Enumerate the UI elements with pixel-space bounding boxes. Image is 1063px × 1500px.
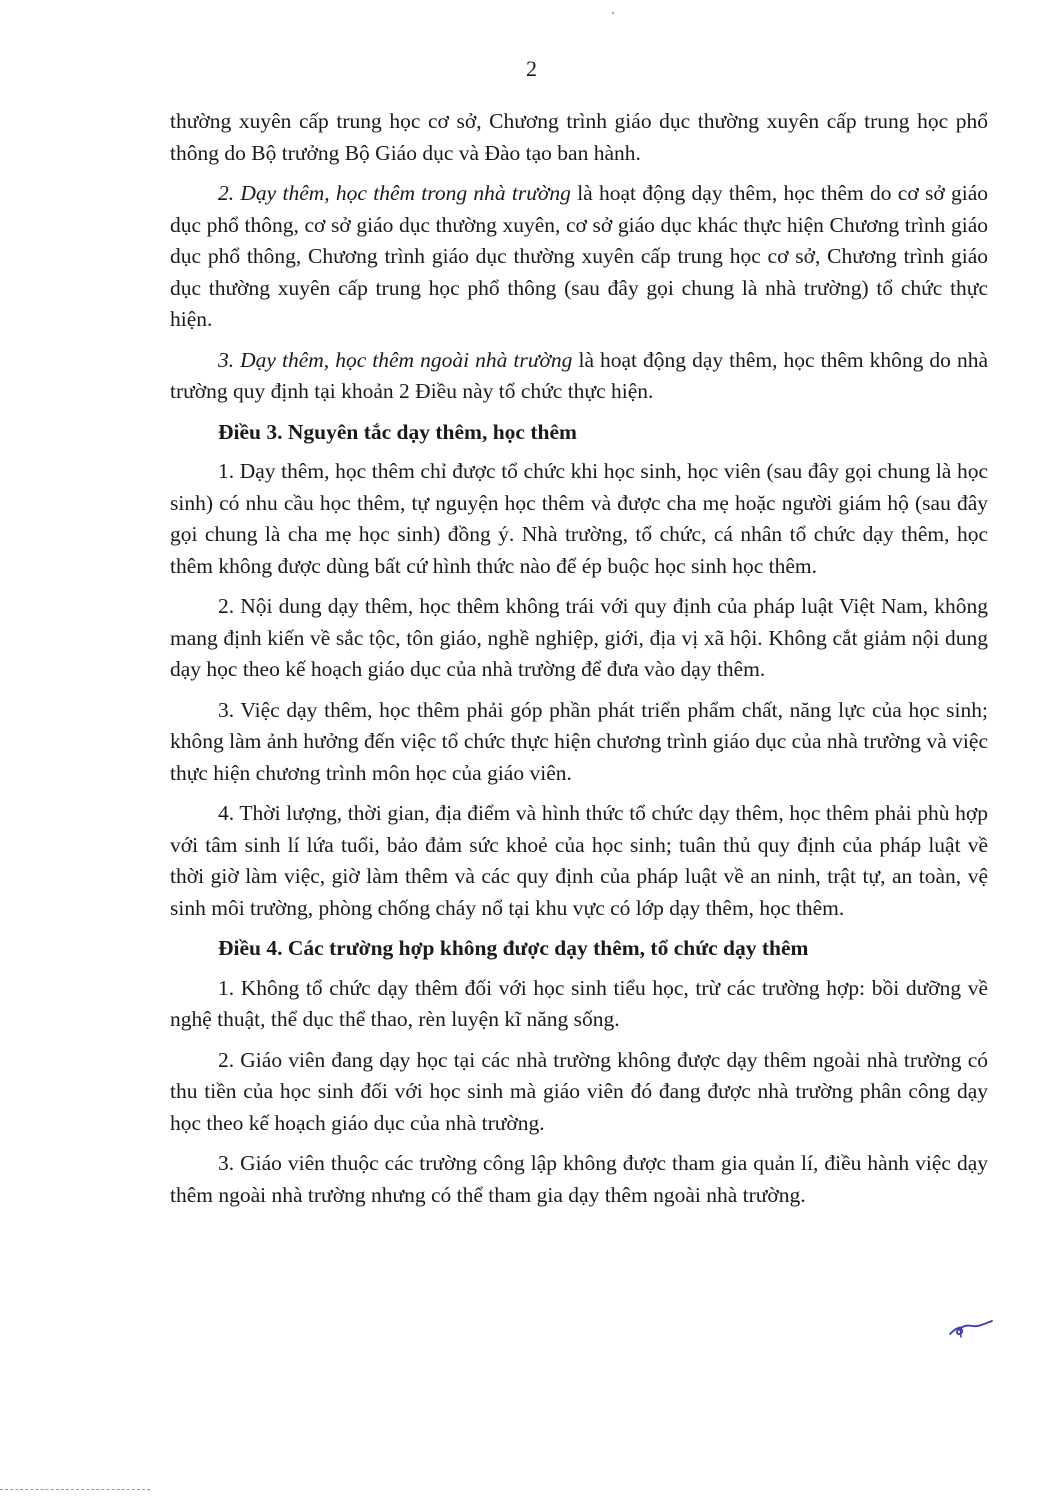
page-number: 2: [526, 56, 537, 81]
article-3-heading: Điều 3. Nguyên tắc dạy thêm, học thêm: [218, 419, 577, 444]
article-3-clause-2: 2. Nội dung dạy thêm, học thêm không trái với quy định của pháp luật Việt Nam, không mang định kiến về sắc tộc, tôn giáo, nghề nghiệp, giới, địa vị xã hội. Không cắt giảm nội dung dạy học theo kế hoạch giáo dục của nhà trường để đưa vào dạy thêm.: [170, 594, 988, 681]
document-body: [170, 106, 988, 1220]
paragraph-continuation: thường xuyên cấp trung học cơ sở, Chương trình giáo dục thường xuyên cấp trung học phổ thông do Bộ trưởng Bộ Giáo dục và Đào tạo ban hành.: [170, 109, 988, 165]
article-3-clause-4: 4. Thời lượng, thời gian, địa điểm và hình thức tổ chức dạy thêm, học thêm phải phù hợp với tâm sinh lí lứa tuổi, bảo đảm sức khoẻ của học sinh; tuân thủ quy định của pháp luật về thời giờ làm việc, giờ làm thêm và các quy định của pháp luật về an ninh, trật tự, an toàn, vệ sinh môi trường, phòng chống cháy nổ tại khu vực có lớp dạy thêm, học thêm.: [170, 801, 988, 920]
article-4-clause-2: 2. Giáo viên đang dạy học tại các nhà trường không được dạy thêm ngoài nhà trường có thu tiền của học sinh đối với học sinh mà giáo viên đó đang được nhà trường phân công dạy học theo kế hoạch giáo dục của nhà trường.: [170, 1047, 988, 1135]
definition-term: 2. Dạy thêm, học thêm trong nhà trường: [218, 181, 571, 205]
article-3-clause-1: 1. Dạy thêm, học thêm chỉ được tổ chức khi học sinh, học viên (sau đây gọi chung là học sinh) có nhu cầu học thêm, tự nguyện học thêm và được cha mẹ hoặc người giám hộ (sau đây gọi chung là cha mẹ học sinh) đồng ý. Nhà trường, tổ chức, cá nhân tổ chức dạy thêm, học thêm không được dùng bất cứ hình thức nào để ép buộc học sinh học thêm.: [170, 459, 988, 578]
initials-signature-icon: [948, 1318, 994, 1340]
definition-term: 3. Dạy thêm, học thêm ngoài nhà trường: [218, 347, 573, 372]
article-4-heading: Điều 4. Các trường hợp không được dạy thêm, tổ chức dạy thêm: [218, 936, 809, 960]
article-4-clause-1: 1. Không tổ chức dạy thêm đối với học sinh tiểu học, trừ các trường hợp: bồi dưỡng về nghệ thuật, thể dục thể thao, rèn luyện kĩ năng sống.: [170, 975, 988, 1031]
definition-text: là hoạt động dạy thêm, học thêm không do nhà trường quy định tại khoản 2 Điều này tổ chức thực hiện.: [170, 347, 989, 403]
article-4-clause-3: 3. Giáo viên thuộc các trường công lập không được tham gia quản lí, điều hành việc dạy thêm ngoài nhà trường nhưng có thể tham gia dạy thêm ngoài nhà trường.: [170, 1151, 988, 1207]
definition-text: là hoạt động dạy thêm, học thêm do cơ sở giáo dục phổ thông, cơ sở giáo dục thường xuyên, cơ sở giáo dục khác thực hiện Chương trình giáo dục phổ thông, Chương trình giáo dục thường xuyên cấp trung học cơ sở, Chương trình giáo dục thường xuyên cấp trung học phổ thông (sau đây gọi chung là nhà trường) tổ chức thực hiện.: [170, 181, 989, 331]
definition-paragraph-3: [170, 345, 988, 408]
article-3-clause-3: 3. Việc dạy thêm, học thêm phải góp phần phát triển phẩm chất, năng lực của học sinh; không làm ảnh hưởng đến việc tổ chức thực hiện chương trình giáo dục của nhà trường và việc thực hiện chương trình môn học của giáo viên.: [170, 697, 988, 785]
scan-artifact-dot: [612, 12, 614, 14]
definition-paragraph-2: [170, 178, 988, 336]
scan-artifact-line: [0, 1489, 150, 1490]
